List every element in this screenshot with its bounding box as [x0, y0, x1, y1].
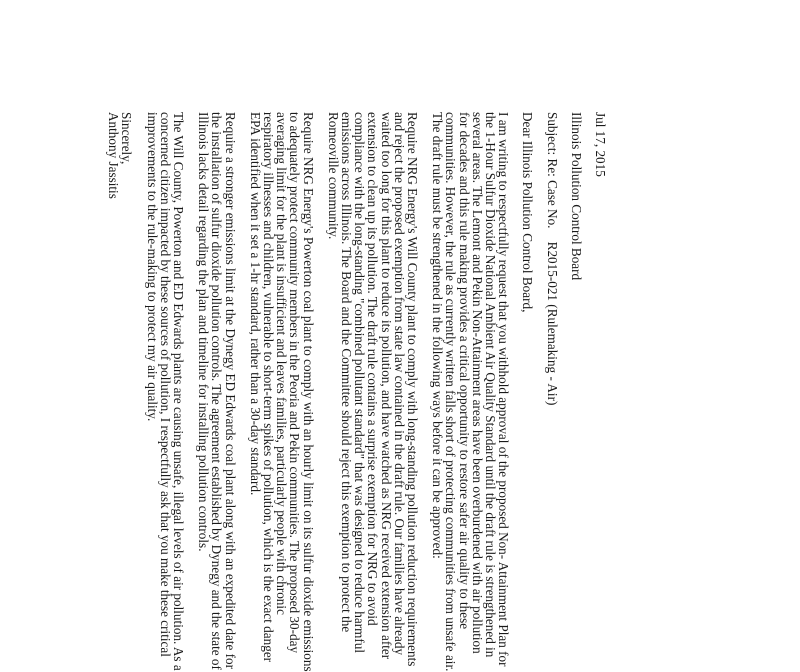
paragraph-intro: I am writing to respectfully request that you withhold approval of the proposed Non- Attainment Plan for the 1-Hour Sulfur Dioxide National Ambient Air Quality Standard until the draft rule is strengthened in several areas. The Lemont and Pekin Non-Attainment areas have been overburdened with air pollution for decades and this rule making provides a critical opportunity to restore safer air quality to these communities. However, the rule as currently written falls short of protecting communities from unsafe air. The draft rule must be strengthened in the following ways before it can be approved: — [430, 112, 512, 672]
paragraph-ed-edwards: Require a stronger emissions limit at the Dynegy ED Edwards coal plant along with an expedited date for the installation of sulfur dioxide pollution controls. The agreement established by Dynegy and the state of Illinois lacks detail regarding the plan and timeline for installing pollution controls. — [196, 112, 238, 670]
letter-page — [77, 112, 607, 672]
paragraph-will-county: Require NRG Energy's Will County plant to comply with long-standing pollution reduction requirements and reject the proposed exemption from state law contained in the draft rule. Our families have already waited too long for this plant to reduce its pollution, and have watched as NRG received extension after extension to clean up its pollution. The draft rule contains a surprise exemption for NRG to avoid compliance with the long-standing "combined pollutant standard" that was designed to reduce harmful emissions across Illinois. The Board and the Committee should reject this exemption to protect the Romeoville community. — [325, 112, 420, 667]
paragraph-conclusion: The Will County, Powerton and ED Edwards plants are causing unsafe, illegal levels of air pollution. As a concerned citizen impacted by these sources of pollution, I respectfully ask that you make these critical improvements to the rule-making to protect my air quality. — [144, 112, 186, 671]
recipient-line: Illinois Pollution Control Board — [568, 112, 584, 281]
salutation: Dear Illinois Pollution Control Board, — [520, 112, 536, 313]
signature: Anthony Jassitis — [106, 112, 122, 199]
closing: Sincerely, — [119, 112, 135, 165]
subject-line: Subject: Re: Case No. R2015-021 (Rulemaking - Air) — [544, 112, 560, 406]
letter-date: Jul 17, 2015 — [593, 112, 608, 177]
paragraph-powerton: Require NRG Energy's Powerton coal plant to comply with an hourly limit on its sulfur dioxide emissions to adequately protect community members in the Peoria and Pekin communities. The proposed 30-day averaging limit for the plant is insufficient and leaves families, particularly people with chronic respiratory illnesses and children, vulnerable to short-term spikes of pollution, which is the exact danger EPA identified when it set a 1-hr standard, rather than a 30-day standard. — [247, 112, 316, 672]
